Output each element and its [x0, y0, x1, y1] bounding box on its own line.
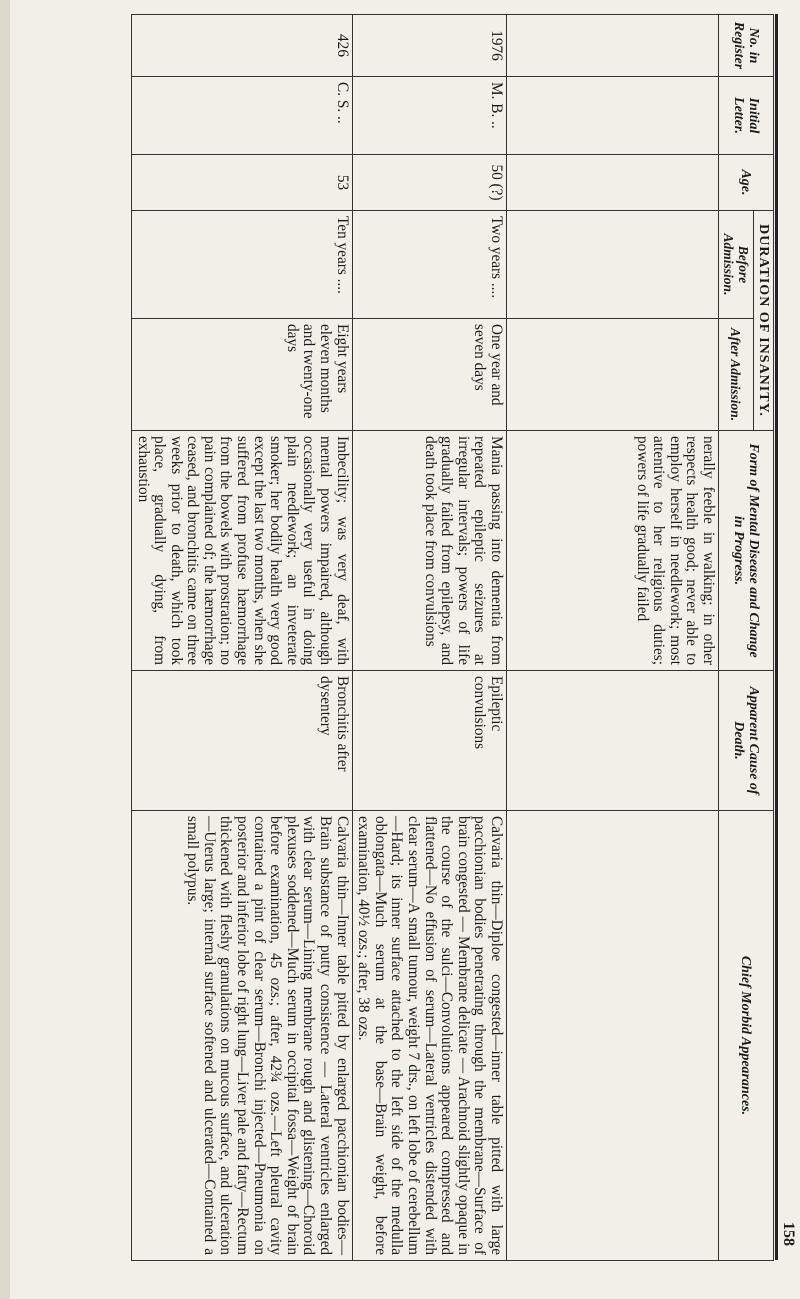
col-age: Age.: [719, 155, 774, 211]
table-row: [352, 15, 506, 1261]
cell-appearances: Calvaria thin—Inner table pitted by enlarged pacchionian bodies—Brain substance of putty consistence — Lateral ventricles enlarged with clear serum—Lining membrane rough and glistening—Choroid plexuses soddened—Much serum in occipital fossa—Weight of brain before examination, 45 ozs.; after, 42¾ ozs.—Left pleural cavity contained a pint of clear serum—Bronchi injected—Pneumonia on posterior and inferior lobe of right lung—Liver pale and fatty—Rectum thickened with fleshy granulations on mucous surface, and ulceration—Uterus large; internal surface softened and ulcerated—Contained a small polypus.: [131, 811, 352, 1261]
cell-form: nerally feeble in walking; in other respects health good; never able to employ herself in needlework; most attentive to her religious duties; powers of life gradually failed: [507, 431, 719, 671]
cell-letter: M. B. ..: [352, 77, 506, 155]
cell-age: 53: [131, 155, 352, 211]
cell-cause: [507, 671, 719, 811]
case-table: [131, 14, 774, 1261]
cell-after: One year and seven days: [352, 319, 506, 431]
header-rule: [775, 14, 778, 1260]
col-before: Before Admission.: [719, 211, 754, 319]
cell-appearances: Calvaria thin—Diploe congested—inner table pitted with large pacchionian bodies penetrating through the membrane—Surface of brain congested — Membrane delicate — Arachnoid slightly opaque in the course of the sulci—Convolutions appeared compressed and flattened—No effusion of serum—Lateral ventricles distended with clear serum—A small tumour, weight 7 drs., on left lobe of cerebellum—Hard; its inner surface attached to the left side of the medulla oblongata—Much serum at the base—Brain weight, before examination, 40½ ozs.; after, 38 ozs.: [352, 811, 506, 1261]
cell-form: Mania passing into dementia from repeated epileptic seizures at irregular intervals; powers of life gradually failed from epilepsy, and death took place from convulsions: [352, 431, 506, 671]
table-row: [131, 15, 352, 1261]
cell-age: [507, 155, 719, 211]
cell-appearances: [507, 811, 719, 1261]
cell-before: [507, 211, 719, 319]
cell-after: [507, 319, 719, 431]
col-after: After Admission.: [719, 319, 754, 431]
cell-letter: [507, 77, 719, 155]
col-form: Form of Mental Disease and Change in Progress.: [719, 431, 774, 671]
col-cause: Apparent Cause of Death.: [719, 671, 774, 811]
cell-before: Two years ....: [352, 211, 506, 319]
cell-form: Imbecility; was very deaf, with mental powers impaired, although occasionally very useful in doing plain needlework; an inveterate smoker; her bodily health very good except the last two months, when she suffered from profuse hæmorrhage from the bowels with prostration; no pain complained of; the hæmorrhage ceased, and bronchitis came on three weeks prior to death, which took place, gradually dying, from exhaustion: [131, 431, 352, 671]
table-row: [507, 15, 719, 1261]
cell-cause: Epileptic convulsions: [352, 671, 506, 811]
col-no-in-register: No. in Register: [719, 15, 774, 77]
col-duration: DURATION OF INSANITY.: [754, 211, 774, 431]
header-row: [754, 15, 774, 1261]
cell-no: 1976: [352, 15, 506, 77]
col-appearances: Chief Morbid Appearances.: [719, 811, 774, 1261]
cell-no: [507, 15, 719, 77]
cell-no: 426: [131, 15, 352, 77]
cell-age: 50 (?): [352, 155, 506, 211]
cell-cause: Bronchitis after dysentery: [131, 671, 352, 811]
cell-letter: C. S. ..: [131, 77, 352, 155]
cell-after: Eight years eleven months and twenty-one days: [131, 319, 352, 431]
col-initial-letter: Initial Letter.: [719, 77, 774, 155]
page-number: 158: [780, 1222, 797, 1246]
cell-before: Ten years ....: [131, 211, 352, 319]
